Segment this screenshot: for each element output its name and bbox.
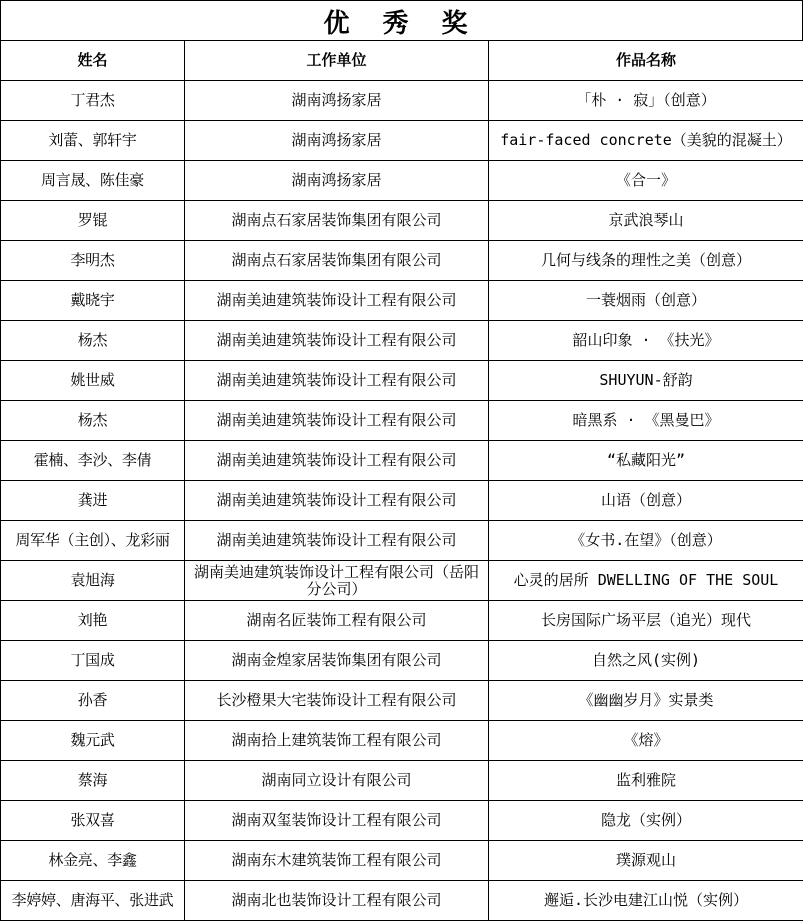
company-cell: 湖南东木建筑装饰工程有限公司 (185, 841, 489, 881)
awards-table (0, 40, 803, 921)
name-cell: 丁君杰 (1, 81, 185, 121)
work-cell: 监利雅院 (489, 761, 803, 801)
name-cell: 罗锟 (1, 201, 185, 241)
work-cell: 自然之风(实例) (489, 641, 803, 681)
header-name: 姓名 (1, 41, 185, 81)
table-row (1, 81, 803, 121)
company-cell: 湖南名匠装饰工程有限公司 (185, 601, 489, 641)
company-cell: 湖南鸿扬家居 (185, 161, 489, 201)
work-cell: fair-faced concrete（美貌的混凝土） (489, 121, 803, 161)
page-title: 优 秀 奖 (0, 0, 803, 41)
table-row (1, 761, 803, 801)
table-row (1, 641, 803, 681)
table-row (1, 201, 803, 241)
name-cell: 林金亮、李鑫 (1, 841, 185, 881)
work-cell: 心灵的居所 DWELLING OF THE SOUL (489, 561, 803, 601)
company-cell: 湖南点石家居装饰集团有限公司 (185, 201, 489, 241)
work-cell: 《熔》 (489, 721, 803, 761)
table-row (1, 801, 803, 841)
company-cell: 湖南双玺装饰设计工程有限公司 (185, 801, 489, 841)
company-cell: 湖南鸿扬家居 (185, 81, 489, 121)
name-cell: 李明杰 (1, 241, 185, 281)
name-cell: 霍楠、李沙、李倩 (1, 441, 185, 481)
company-cell: 长沙橙果大宅装饰设计工程有限公司 (185, 681, 489, 721)
table-row (1, 881, 803, 921)
name-cell: 杨杰 (1, 321, 185, 361)
company-cell: 湖南美迪建筑装饰设计工程有限公司 (185, 521, 489, 561)
name-cell: 蔡海 (1, 761, 185, 801)
table-row (1, 121, 803, 161)
company-cell: 湖南点石家居装饰集团有限公司 (185, 241, 489, 281)
table-row (1, 681, 803, 721)
work-cell: 长房国际广场平层（追光）现代 (489, 601, 803, 641)
company-cell: 湖南金煌家居装饰集团有限公司 (185, 641, 489, 681)
table-row (1, 401, 803, 441)
name-cell: 杨杰 (1, 401, 185, 441)
table-row (1, 161, 803, 201)
table-row (1, 481, 803, 521)
work-cell: 璞源观山 (489, 841, 803, 881)
work-cell: 隐龙（实例） (489, 801, 803, 841)
name-cell: 姚世威 (1, 361, 185, 401)
name-cell: 刘蕾、郭轩宇 (1, 121, 185, 161)
table-row (1, 601, 803, 641)
table-row (1, 281, 803, 321)
header-work: 作品名称 (489, 41, 803, 81)
company-cell: 湖南美迪建筑装饰设计工程有限公司 (185, 281, 489, 321)
work-cell: “私藏阳光” (489, 441, 803, 481)
company-cell: 湖南美迪建筑装饰设计工程有限公司 (185, 401, 489, 441)
table-body (1, 81, 803, 921)
work-cell: 京武浪琴山 (489, 201, 803, 241)
work-cell: 《女书.在望》（创意） (489, 521, 803, 561)
table-row (1, 441, 803, 481)
work-cell: 韶山印象 · 《扶光》 (489, 321, 803, 361)
company-cell: 湖南美迪建筑装饰设计工程有限公司（岳阳分公司） (185, 561, 489, 601)
work-cell: 《合一》 (489, 161, 803, 201)
company-cell: 湖南北也装饰设计工程有限公司 (185, 881, 489, 921)
work-cell: 邂逅.长沙电建江山悦（实例） (489, 881, 803, 921)
work-cell: 山语（创意） (489, 481, 803, 521)
work-cell: SHUYUN-舒韵 (489, 361, 803, 401)
company-cell: 湖南美迪建筑装饰设计工程有限公司 (185, 481, 489, 521)
name-cell: 刘艳 (1, 601, 185, 641)
company-cell: 湖南美迪建筑装饰设计工程有限公司 (185, 361, 489, 401)
company-cell: 湖南拾上建筑装饰工程有限公司 (185, 721, 489, 761)
name-cell: 袁旭海 (1, 561, 185, 601)
name-cell: 魏元武 (1, 721, 185, 761)
table-row (1, 241, 803, 281)
header-company: 工作单位 (185, 41, 489, 81)
name-cell: 丁国成 (1, 641, 185, 681)
table-row (1, 561, 803, 601)
table-row (1, 321, 803, 361)
company-cell: 湖南鸿扬家居 (185, 121, 489, 161)
work-cell: 暗黑系 · 《黑曼巴》 (489, 401, 803, 441)
table-row (1, 521, 803, 561)
header-row (1, 41, 803, 81)
company-cell: 湖南美迪建筑装饰设计工程有限公司 (185, 441, 489, 481)
company-cell: 湖南同立设计有限公司 (185, 761, 489, 801)
name-cell: 周军华（主创）、龙彩丽 (1, 521, 185, 561)
work-cell: 几何与线条的理性之美（创意） (489, 241, 803, 281)
name-cell: 孙香 (1, 681, 185, 721)
work-cell: 一蓑烟雨（创意） (489, 281, 803, 321)
name-cell: 戴晓宇 (1, 281, 185, 321)
name-cell: 周言晟、陈佳豪 (1, 161, 185, 201)
name-cell: 李婷婷、唐海平、张进武 (1, 881, 185, 921)
name-cell: 龚进 (1, 481, 185, 521)
table-row (1, 361, 803, 401)
table-row (1, 841, 803, 881)
work-cell: 《幽幽岁月》实景类 (489, 681, 803, 721)
company-cell: 湖南美迪建筑装饰设计工程有限公司 (185, 321, 489, 361)
work-cell: 「朴 · 寂」（创意） (489, 81, 803, 121)
name-cell: 张双喜 (1, 801, 185, 841)
table-row (1, 721, 803, 761)
